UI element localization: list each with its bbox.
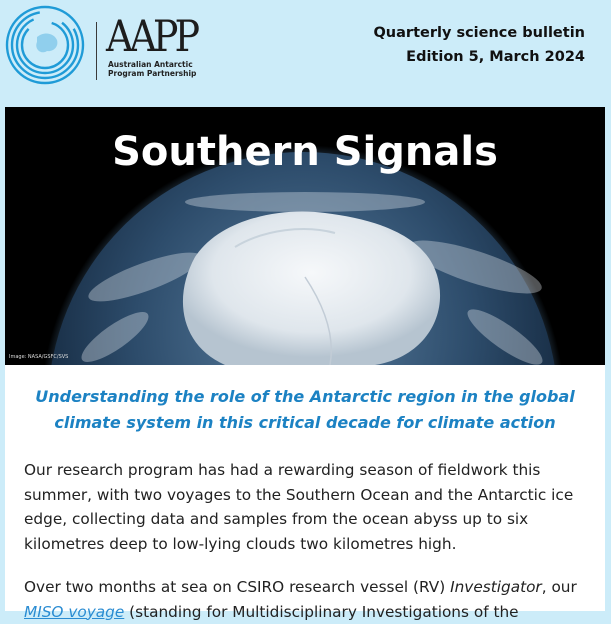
- voyage-text-c: (standing for Multidisciplinary Investigations of the: [124, 603, 518, 621]
- subtitle-line-1: Understanding the role of the Antarctic region in the global: [5, 384, 605, 410]
- logo-wordmark: AAPP: [106, 14, 196, 59]
- voyage-text-a: Over two months at sea on CSIRO research vessel (RV): [24, 578, 450, 596]
- logo-subtitle-line-2: Program Partnership: [108, 69, 228, 78]
- antarctica-logo-icon: [4, 4, 86, 86]
- bulletin-content: [5, 365, 605, 611]
- banner-title: Southern Signals: [5, 129, 605, 175]
- logo-subtitle: [108, 60, 228, 78]
- logo-divider: [96, 22, 97, 80]
- voyage-paragraph: [24, 575, 594, 624]
- bulletin-info: [373, 21, 585, 69]
- bulletin-title: Quarterly science bulletin: [373, 21, 585, 45]
- voyage-text-b: , our: [542, 578, 577, 596]
- paragraph-line: edge, collecting data and samples from the ocean abyss up to six: [24, 507, 594, 532]
- logo-subtitle-line-1: Australian Antarctic: [108, 60, 228, 69]
- miso-voyage-link[interactable]: MISO voyage: [24, 603, 124, 621]
- bulletin-edition: Edition 5, March 2024: [373, 45, 585, 69]
- paragraph-line: [24, 600, 594, 624]
- vessel-name: Investigator: [450, 578, 542, 596]
- page-header: [0, 0, 611, 108]
- paragraph-line: summer, with two voyages to the Southern Ocean and the Antarctic ice: [24, 483, 594, 508]
- paragraph-line: [24, 575, 594, 600]
- subtitle-line-2: climate system in this critical decade for climate action: [5, 410, 605, 436]
- paragraph-line: kilometres deep to low-lying clouds two kilometres high.: [24, 532, 594, 557]
- image-credit: Image: NASA/GSFC/SVS: [9, 354, 68, 360]
- intro-paragraph: [24, 458, 594, 556]
- hero-banner: [5, 107, 605, 365]
- paragraph-line: Our research program has had a rewarding season of fieldwork this: [24, 458, 594, 483]
- bulletin-subtitle: [5, 384, 605, 436]
